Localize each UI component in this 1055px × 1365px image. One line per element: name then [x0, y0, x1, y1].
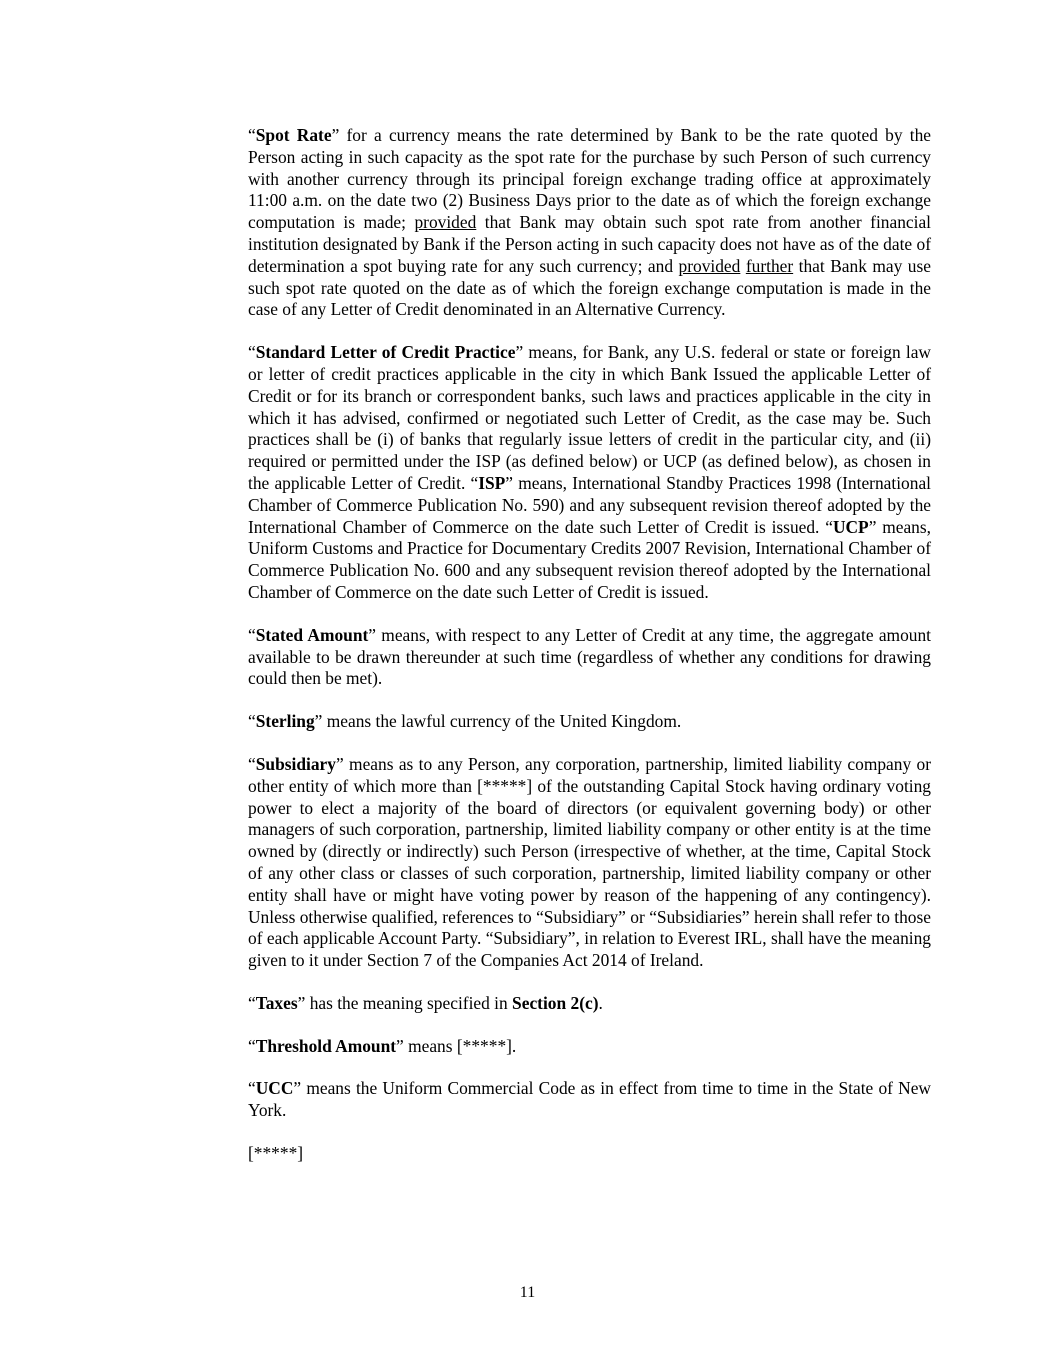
underlined-text: provided	[414, 212, 477, 233]
text-segment: “	[248, 992, 256, 1013]
defined-term: Taxes	[255, 992, 298, 1013]
definition-subsidiary	[248, 754, 931, 972]
defined-term: UCC	[255, 1078, 294, 1099]
text-segment: “	[248, 624, 256, 645]
definition-threshold-amount	[248, 1036, 931, 1058]
text-segment: “	[248, 753, 256, 774]
text-segment: [*****]	[248, 1143, 304, 1164]
text-segment: that Bank may use such spot rate quoted on the date as of which the foreign exchange computation is made in the case of any Letter of Credit denominated in an Alternative Currency.	[248, 255, 931, 320]
defined-term: ISP	[478, 472, 506, 493]
text-segment: ” means [*****].	[396, 1035, 517, 1056]
text-segment: ” means as to any Person, any corporation, partnership, limited liability company or other entity of which more than [*****] of the outstanding Capital Stock having ordinary voting power to elect a majority of the board of directors (or equivalent governing body) or other managers of such corporation, partnership, limited liability company or other entity is at the time owned by (directly or indirectly) such Person (irrespective of whether, at the time, Capital Stock of any other class or classes of such corporation, partnership, limited liability company or other entity shall have or might have voting power by reason of the happening of any contingency). Unless otherwise qualified, references to “Subsidiary” or “Subsidiaries” herein shall refer to those of each applicable Account Party. “Subsidiary”, in relation to Everest IRL, shall have the meaning given to it under Section 7 of the Companies Act 2014 of Ireland.	[248, 753, 931, 971]
defined-term: Sterling	[255, 711, 315, 732]
underlined-text: provided	[678, 255, 741, 276]
text-segment: ” means, Uniform Customs and Practice for Documentary Credits 2007 Revision, International Chamber of Commerce Publication No. 600 and any subsequent revision thereof adopted by the International Chamber of Commerce on the date such Letter of Credit is issued.	[248, 516, 931, 602]
text-segment: ” has the meaning specified in	[297, 992, 513, 1013]
definition-redacted	[248, 1143, 931, 1165]
defined-term: Spot Rate	[255, 125, 332, 145]
text-segment: ” for a currency means the rate determined by Bank to be the rate quoted by the Person acting in such capacity as the spot rate for the purchase by such Person of such currency with another currency through its principal foreign exchange trading office at approximately 11:00 a.m. on the date two (2) Business Days prior to the date as of which the foreign exchange computation is made;	[248, 125, 931, 233]
text-segment: “	[248, 1078, 256, 1099]
text-segment: ” means the lawful currency of the United Kingdom.	[314, 711, 682, 732]
defined-term: Threshold Amount	[255, 1035, 397, 1056]
document-body	[248, 125, 931, 1186]
defined-term: Section 2(c)	[512, 992, 599, 1013]
definition-spot-rate	[248, 125, 931, 321]
text-segment: ” means, for Bank, any U.S. federal or state or foreign law or letter of credit practices applicable in the city in which Bank Issued the applicable Letter of Credit or for its branch or correspondent banks, such laws and practices applicable in the city in which it has advised, confirmed or negotiated such Letter of Credit, as the case may be. Such practices shall be (i) of banks that regularly issue letters of credit in the particular city, and (ii) required or permitted under the ISP (as defined below) or UCP (as defined below), as chosen in the applicable Letter of Credit. “	[248, 342, 931, 493]
defined-term: UCP	[832, 516, 869, 537]
text-segment: “	[248, 1035, 256, 1056]
defined-term: Stated Amount	[255, 624, 369, 645]
definition-stated-amount	[248, 625, 931, 690]
text-segment: “	[248, 125, 256, 145]
definition-sterling	[248, 711, 931, 733]
definition-ucc	[248, 1078, 931, 1122]
text-segment: that Bank may obtain such spot rate from another financial institution designated by Bank if the Person acting in such capacity does not have as of the date of determination a spot buying rate for any such currency; and	[248, 212, 931, 276]
text-segment: ” means the Uniform Commercial Code as in effect from time to time in the State of New York.	[248, 1078, 931, 1121]
defined-term: Subsidiary	[255, 753, 336, 774]
defined-term: Standard Letter of Credit Practice	[255, 342, 516, 363]
text-segment: “	[248, 711, 256, 732]
page-number: 11	[519, 1284, 536, 1301]
definition-taxes	[248, 993, 931, 1015]
text-segment: “	[248, 342, 256, 363]
text-segment: ” means, International Standby Practices 1998 (International Chamber of Commerce Publication No. 590) and any subsequent revision thereof adopted by the International Chamber of Commerce on the date such Letter of Credit is issued. “	[248, 472, 931, 537]
text-segment: ” means, with respect to any Letter of Credit at any time, the aggregate amount available to be drawn thereunder at such time (regardless of whether any conditions for drawing could then be met).	[248, 624, 931, 689]
definition-standard-loc-practice	[248, 342, 931, 604]
underlined-text: further	[745, 255, 794, 276]
text-segment: .	[598, 992, 603, 1013]
